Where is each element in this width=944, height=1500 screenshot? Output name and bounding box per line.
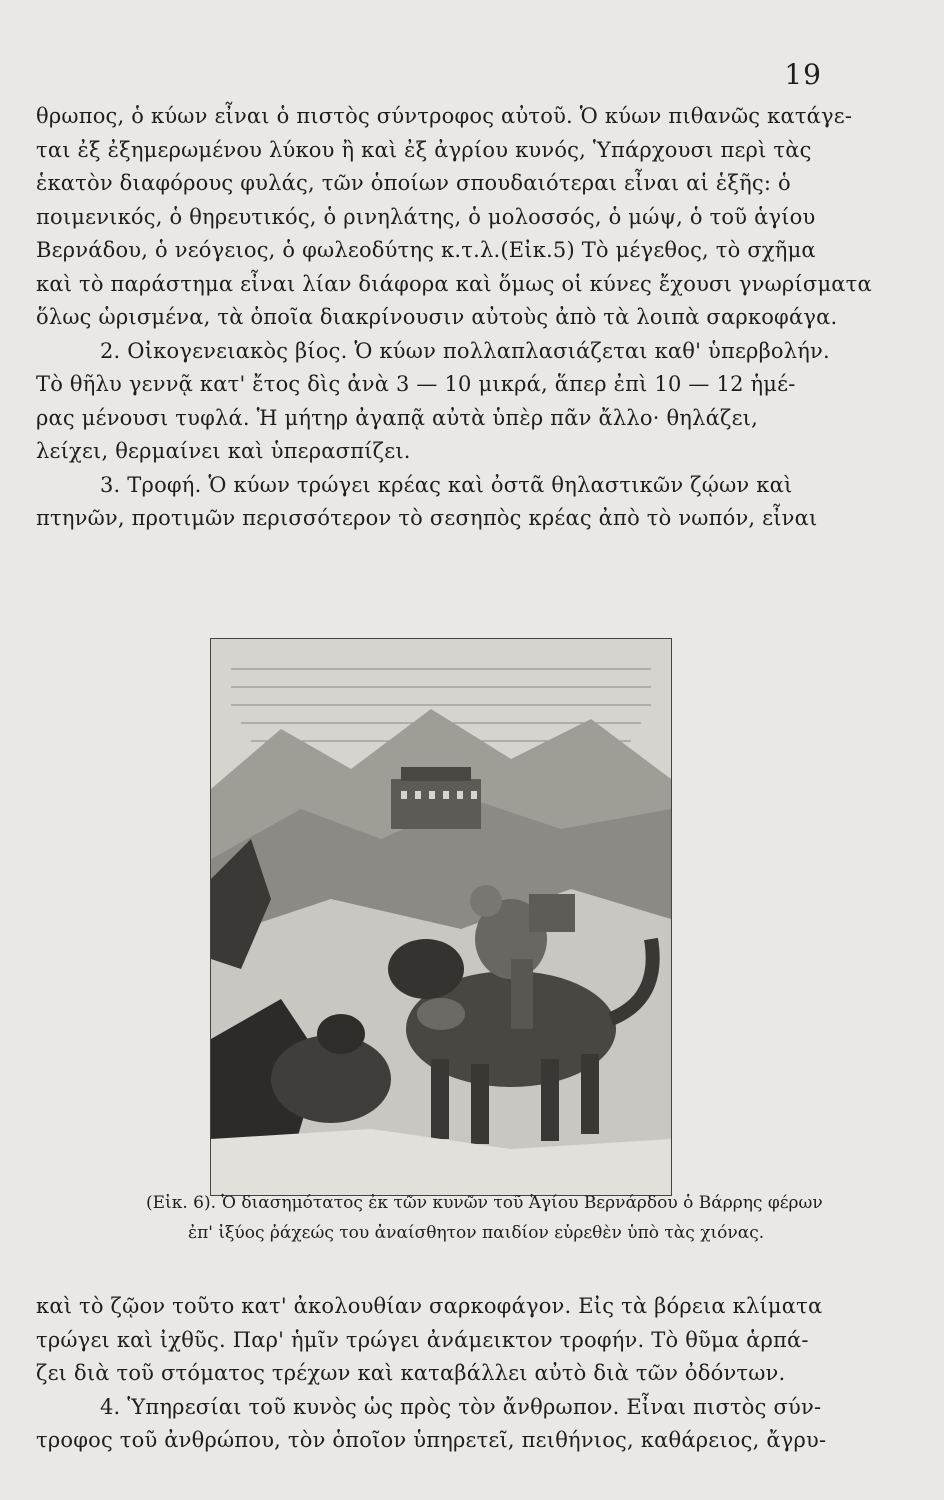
engraving-illustration (210, 638, 672, 1196)
text-line: ζει διὰ τοῦ στόματος τρέχων καὶ καταβάλλει αὐτὸ διὰ τῶν ὀδόντων. (36, 1361, 786, 1385)
caption-line: (Εἰκ. 6). Ὁ διασημότατος ἐκ τῶν κυνῶν τοῦ Ἁγίου Βερνάρδου ὁ Βάρρης φέρων (146, 1193, 823, 1213)
text-line: ρας μένουσι τυφλά. Ἡ μήτηρ ἀγαπᾷ αὐτὰ ὑπὲρ πᾶν ἄλλο· θηλάζει, (36, 405, 758, 430)
text-line: καὶ τὸ ζῷον τοῦτο κατ' ἀκολουθίαν σαρκοφάγον. Εἰς τὰ βόρεια κλίματα (36, 1294, 823, 1318)
page-number: 19 (784, 58, 822, 91)
text-line: τρώγει καὶ ἰχθῦς. Παρ' ἡμῖν τρώγει ἀνάμεικτον τροφήν. Τὸ θῦμα ἁρπά- (36, 1327, 809, 1352)
text-line: ποιμενικός, ὁ θηρευτικός, ὁ ρινηλάτης, ὁ μολοσσός, ὁ μώψ, ὁ τοῦ ἁγίου (36, 204, 816, 229)
text-line: λείχει, θερμαίνει καὶ ὑπερασπίζει. (36, 439, 411, 463)
text-line: τροφος τοῦ ἀνθρώπου, τὸν ὁποῖον ὑπηρετεῖ, πειθήνιος, καθάρειος, ἄγρυ- (36, 1428, 827, 1452)
text-line: ἑκατὸν διαφόρους φυλάς, τῶν ὁποίων σπουδαιότεραι εἶναι αἱ ἑξῆς: ὁ (36, 171, 791, 195)
text-line: Βερνάδου, ὁ νεόγειος, ὁ φωλεοδύτης κ.τ.λ.(Εἰκ.5) Τὸ μέγεθος, τὸ σχῆμα (36, 238, 816, 262)
text-line: θρωπος, ὁ κύων εἶναι ὁ πιστὸς σύντροφος αὐτοῦ. Ὁ κύων πιθανῶς κατάγε- (36, 104, 853, 128)
text-line: ὅλως ὡρισμένα, τὰ ὁποῖα διακρίνουσιν αὐτοὺς ἀπὸ τὰ λοιπὰ σαρκοφάγα. (36, 305, 838, 329)
section-heading-line: 4. Ὑπηρεσίαι τοῦ κυνὸς ὡς πρὸς τὸν ἄνθρωπον. Εἶναι πιστὸς σύν- (100, 1394, 822, 1419)
caption-line: ἐπ' ἰξύος ῥάχεώς του ἀναίσθητον παιδίον εὑρεθὲν ὑπὸ τὰς χιόνας. (188, 1223, 765, 1243)
text-line: πτηνῶν, προτιμῶν περισσότερον τὸ σεσηπὸς κρέας ἀπὸ τὸ νωπόν, εἶναι (36, 506, 818, 530)
section-heading-line: 2. Οἰκογενειακὸς βίος. Ὁ κύων πολλαπλασιάζεται καθ' ὑπερβολήν. (100, 338, 830, 363)
text-line: καὶ τὸ παράστημα εἶναι λίαν διάφορα καὶ ὅμως οἱ κύνες ἔχουσι γνωρίσματα (36, 271, 872, 296)
section-heading-line: 3. Τροφή. Ὁ κύων τρώγει κρέας καὶ ὀστᾶ θηλαστικῶν ζῴων καὶ (100, 472, 793, 497)
st-bernard-dog-engraving (211, 639, 671, 1195)
text-block-bottom (36, 1290, 896, 1458)
text-line: Τὸ θῆλυ γεννᾷ κατ' ἔτος δὶς ἀνὰ 3 — 10 μικρά, ἅπερ ἐπὶ 10 — 12 ἡμέ- (36, 372, 796, 396)
figure-caption (146, 1188, 886, 1248)
text-block-top (36, 100, 896, 536)
text-line: ται ἐξ ἐξημερωμένου λύκου ἢ καὶ ἐξ ἀγρίου κυνός, Ὑπάρχουσι περὶ τὰς (36, 137, 812, 162)
